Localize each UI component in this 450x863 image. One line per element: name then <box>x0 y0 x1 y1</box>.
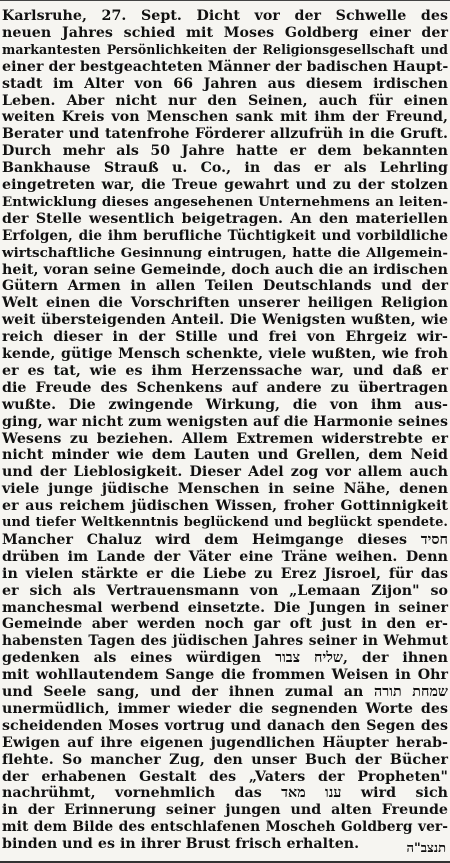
article-line: binden und es in ihrer Brust frisch erhalten. <box>2 836 360 853</box>
article-line: er sich als Vertrauensmann von „Lemaan Zijon" so <box>2 582 448 599</box>
article-line: er aus reichem jüdischen Wissen, froher Gottinnigkeit <box>2 498 448 515</box>
article-line: in vielen stärkte er die Liebe zu Erez Jisroel, für das <box>2 565 448 582</box>
article-line: weit übersteigenden Anteil. Die Wenigsten wußten, wie <box>2 312 448 329</box>
article-line: stadt im Alter von 66 Jahren aus diesem irdischen <box>2 75 448 92</box>
article-line: gedenken als eines würdigen שליח צבור, der ihnen <box>2 650 448 667</box>
signature-abbreviation: תנצב"ה <box>406 841 446 856</box>
article-line: neuen Jahres schied mit Moses Goldberg einer der <box>2 24 448 41</box>
article-line: wirtschaftliche Gesinnung eintrugen, hatte die Allgemein- <box>2 244 448 261</box>
article-line: viele junge jüdische Menschen in seine Nähe, denen <box>2 481 448 498</box>
article-line: Gütern Armen in allen Teilen Deutschlands und der <box>2 278 448 295</box>
article-line: und Seele sang, und der ihnen zumal an שמחת תורה <box>2 684 448 700</box>
article-line: Wesens zu beziehen. Allem Extremen widerstrebte er <box>2 430 448 447</box>
article-line: Berater und tatenfrohe Förderer allzufrüh in die Gruft. <box>2 126 448 143</box>
article-line: manchesmal werbend einsetzte. Die Jungen in seiner <box>2 599 448 616</box>
article-line: mit wohllautendem Sange die frommen Weisen in Ohr <box>2 667 448 684</box>
article-line: Karlsruhe, 27. Sept. Dicht vor der Schwelle des <box>2 8 448 24</box>
article-line: weiten Kreis von Menschen sank mit ihm der Freund, <box>2 109 448 126</box>
article-line: Durch mehr als 50 Jahre hatte er dem bekannten <box>2 143 448 160</box>
article-line: der Stelle wesentlich beigetragen. An den materiellen <box>2 210 448 227</box>
article-line: kende, gütige Mensch schenkte, viele wußten, wie froh <box>2 346 448 362</box>
article-line: habensten Tagen des jüdischen Jahres seiner in Wehmut <box>2 633 448 650</box>
article-line: eingetreten war, die Treue gewahrt und zu der stolzen <box>2 177 448 193</box>
article-line: ging, war nicht zum wenigsten auf die Harmonie seines <box>2 413 448 430</box>
article-line: und tiefer Weltkenntnis beglückend und beglückt spendete. <box>2 515 448 530</box>
article-line: Entwicklung dieses angesehenen Unternehmens an leiten- <box>2 193 448 210</box>
article-line: in der Erinnerung seiner jungen und alten Freunde <box>2 802 448 819</box>
article-line: die Freude des Schenkens auf andere zu übertragen <box>2 379 448 396</box>
article-line: mit dem Bilde des entschlafenen Moscheh Goldberg ver- <box>2 819 448 836</box>
article-line: und der Lieblosigkeit. Dieser Adel zog vor allem auch <box>2 464 448 481</box>
article-line: reich dieser in der Stille und frei von Ehrgeiz wir- <box>2 329 448 346</box>
article-line: Mancher Chaluz wird dem Heimgange dieses חסיד <box>2 531 448 548</box>
article-line: nicht minder wie dem Lauten und Grellen, dem Neid <box>2 447 448 464</box>
article-line: markantesten Persönlichkeiten der Religionsgesellschaft und <box>2 41 448 57</box>
top-rule <box>0 0 450 1</box>
article-line: nachrühmt, vornehmlich das ענו מאד wird sich <box>2 785 449 802</box>
article-line: drüben im Lande der Väter eine Träne weihen. Denn <box>2 548 448 565</box>
article-line: Welt einen die Vorschriften unserer heiligen Religion <box>2 295 448 312</box>
article-line: wußte. Die zwingende Wirkung, die von ihm aus- <box>2 396 448 413</box>
article-line: Erfolgen, die ihm berufliche Tüchtigkeit und vorbildliche <box>2 227 448 244</box>
article-line: Ewigen auf ihre eigenen jugendlichen Häupter herab- <box>2 734 448 751</box>
article-line: einer der bestgeachteten Männer der badischen Haupt- <box>2 58 449 75</box>
article-line: unermüdlich, immer wieder die segnenden Worte des <box>2 700 448 717</box>
article-line: heit, voran seine Gemeinde, doch auch die an irdischen <box>2 261 448 278</box>
article-line: scheidenden Moses vortrug und danach den Segen des <box>2 717 448 734</box>
article-line: der erhabenen Gestalt des „Vaters der Propheten" <box>2 768 448 785</box>
article-line: flehte. So mancher Zug, den unser Buch der Bücher <box>2 751 448 768</box>
article-line: er es tat, wie es ihm Herzenssache war, und daß er <box>2 362 448 379</box>
article-line: Bankhause Strauß u. Co., in das er als Lehrling <box>2 160 448 177</box>
article-line: Leben. Aber nicht nur den Seinen, auch für einen <box>2 92 448 109</box>
article-line: Gemeinde aber werden noch gar oft just in den er- <box>2 616 448 633</box>
